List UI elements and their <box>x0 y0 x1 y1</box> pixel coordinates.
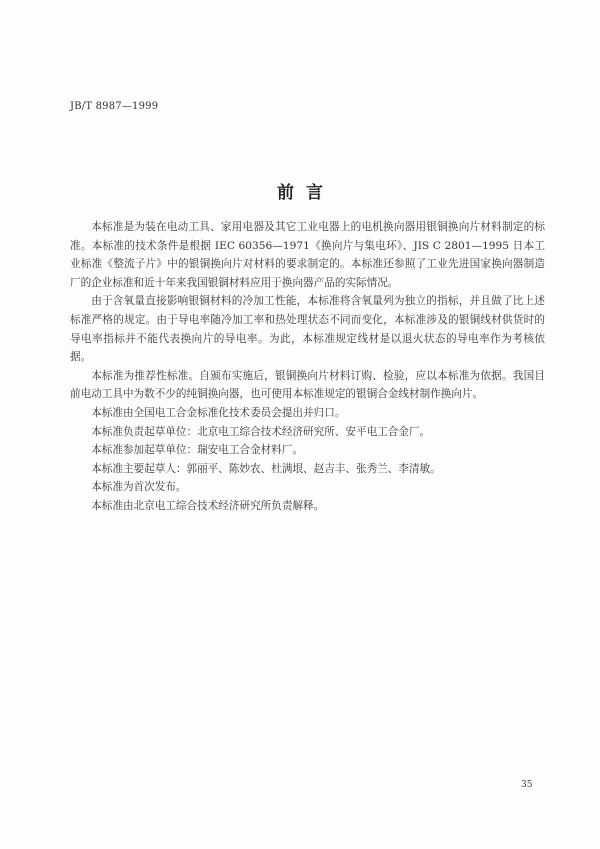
paragraph: 本标准由全国电工合金标准化技术委员会提出并归口。 <box>91 406 346 419</box>
paragraph: 由于含氧量直接影响银铜材料的冷加工性能，本标准将含氧量列为独立的指标，并且做了比上述标准严格的规定。由于导电率随冷加工率和热处理状态不同而变化，本标准涉及的银铜线材供货时的导电率指标并不能代表换向片的导电率。为此，本标准规定线材是以退火状态的导电率作为考核依据。 <box>70 295 545 364</box>
paragraph: 本标准是为装在电动工具、家用电器及其它工业电器上的电机换向器用银铜换向片材料制定的标准。本标准的技术条件是根据 IEC 60356—1971《换向片与集电环》、JIS C 2801—1995 日本工业标准《整流子片》中的银铜换向片对材料的要求制定的。本标准还参照了工业先进国家换向器制造厂的企业标准和近十年来我国银铜材料应用于换向器产品的实际情况。 <box>70 221 545 289</box>
paragraph: 本标准为首次发布。 <box>91 481 187 494</box>
page-number: 35 <box>521 780 533 790</box>
paragraph: 本标准为推荐性标准。自颁布实施后，银铜换向片材料订购、检验，应以本标准为依据。我国目前电动工具中为数不少的纯铜换向器，也可使用本标准规定的银铜合金线材制作换向片。 <box>70 369 545 401</box>
paragraph: 本标准参加起草单位：瑞安电工合金材料厂。 <box>91 444 304 457</box>
paragraph: 本标准负责起草单位：北京电工综合技术经济研究所、安平电工合金厂。 <box>91 425 431 438</box>
paragraph: 本标准主要起草人：郭丽平、陈妙农、杜满垠、赵吉丰、张秀兰、李清敏。 <box>91 462 441 475</box>
document-body <box>70 218 545 516</box>
standard-number: JB/T 8987—1999 <box>70 101 159 112</box>
page-title: 前言 <box>277 183 335 203</box>
paragraph: 本标准由北京电工综合技术经济研究所负责解释。 <box>91 499 325 512</box>
